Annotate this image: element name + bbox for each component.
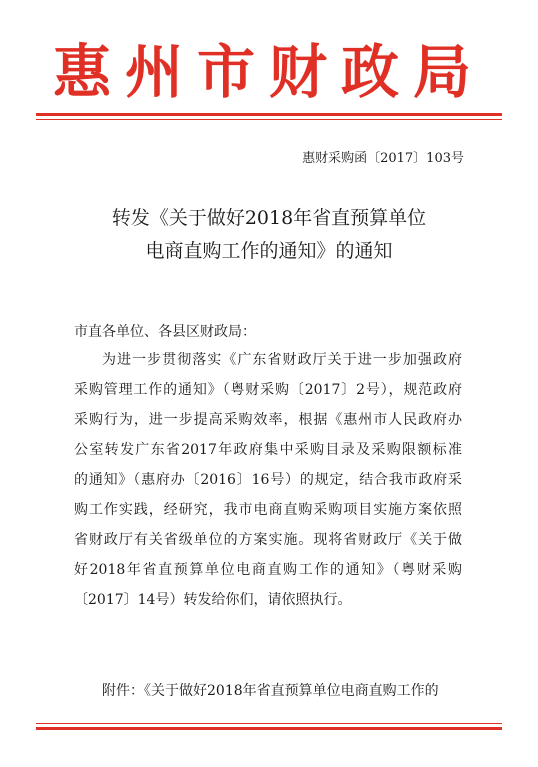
letterhead-org-name: 惠州市财政局 (52, 38, 485, 106)
letterhead-rule-thick (36, 113, 502, 116)
body-paragraph-line: 〔2017〕14号）转发给你们，请依照执行。 (74, 592, 352, 608)
body-paragraph-line: 公室转发广东省2017年政府集中采购目录及采购限额标准 (74, 442, 462, 458)
body-paragraph-line: 好2018年省直预算单位电商直购工作的通知》（粤财采购 (74, 562, 462, 578)
body-paragraph-line: 为进一步贯彻落实《广东省财政厅关于进一步加强政府 (102, 352, 462, 368)
body-paragraph-line: 购工作实践，经研究，我市电商直购采购项目实施方案依照 (74, 502, 462, 518)
letterhead-rule-thin (36, 119, 502, 120)
document-title-line-2: 电商直购工作的通知》的通知 (145, 240, 393, 262)
document-number: 惠财采购函〔2017〕103号 (302, 151, 464, 166)
body-paragraph-line: 的通知》（惠府办〔2016〕16号）的规定，结合我市政府采 (74, 472, 462, 488)
addressee: 市直各单位、各县区财政局： (74, 324, 256, 340)
attachment-note: 附件：《关于做好2018年省直预算单位电商直购工作的 (102, 683, 439, 699)
footer-rule-thick (36, 727, 502, 730)
footer-rule-thin (36, 723, 502, 724)
body-paragraph-line: 省财政厅有关省级单位的方案实施。现将省财政厅《关于做 (74, 532, 462, 548)
document-title-line-1: 转发《关于做好2018年省直预算单位 (111, 207, 427, 229)
body-paragraph-line: 采购管理工作的通知》（粤财采购〔2017〕2号），规范政府 (74, 382, 462, 398)
body-paragraph-line: 采购行为，进一步提高采购效率，根据《惠州市人民政府办 (74, 412, 462, 428)
